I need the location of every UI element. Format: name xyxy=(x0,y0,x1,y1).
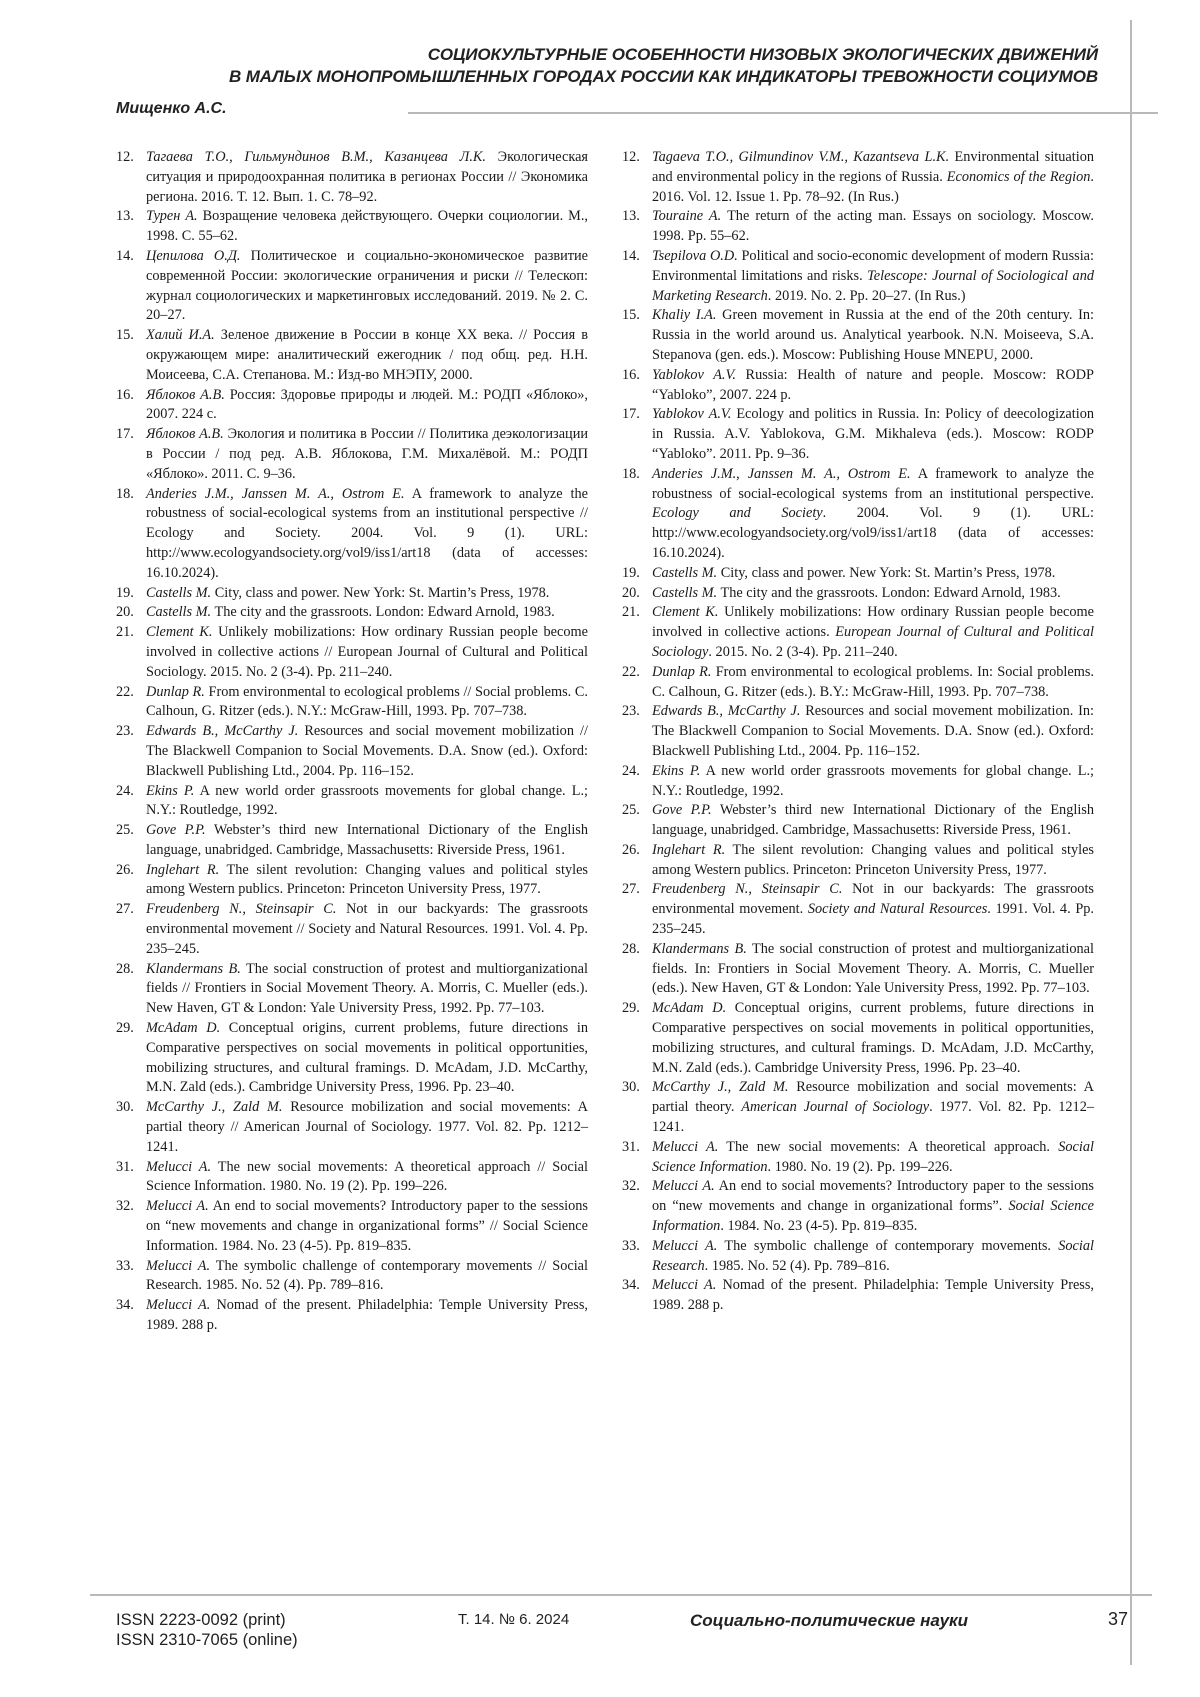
reference-body: From environmental to ecological problems. In: Social problems. C. Calhoun, G. Ritzer (eds.). B.Y.: McGraw-Hill, 1993. Pp. 707–738. xyxy=(652,664,1094,700)
reference-body: Resource mobilization and social movements: A partial theory. xyxy=(652,1079,1094,1115)
reference-item xyxy=(622,366,1094,406)
reference-body: Conceptual origins, current problems, future directions in Comparative perspectives on social movements in political opportunities, mobilizing structures, and cultural framings. D. McAdam, J.D. McCarthy, M.N. Zald (eds.). Cambridge University Press, 1996. Pp. 23–40. xyxy=(652,1000,1094,1075)
reference-source: Social Science Information xyxy=(652,1139,1094,1175)
reference-text xyxy=(652,366,1094,406)
reference-body: The symbolic challenge of contemporary movements. xyxy=(717,1238,1058,1254)
reference-authors: Edwards B., McCarthy J. xyxy=(652,703,800,719)
reference-authors: Edwards B., McCarthy J. xyxy=(146,723,298,739)
reference-tail: . 2019. No. 2. Pp. 20–27. (In Rus.) xyxy=(768,288,966,304)
reference-body: Not in our backyards: The grassroots environmental movement // Society and Natural Resources. 1991. Vol. 4. Pp. 235–245. xyxy=(146,901,588,957)
reference-authors: Melucci A. xyxy=(652,1238,717,1254)
reference-item xyxy=(622,702,1094,761)
reference-body: A framework to analyze the robustness of social-ecological systems from an institutional perspective. xyxy=(652,466,1094,502)
reference-item xyxy=(622,1237,1094,1277)
reference-item xyxy=(622,1177,1094,1236)
reference-text xyxy=(652,306,1094,365)
reference-text xyxy=(146,683,588,723)
reference-body: Political and socio-economic development of modern Russia: Environmental limitations and risks. xyxy=(652,248,1094,284)
reference-source: Economics of the Region xyxy=(947,169,1091,185)
reference-authors: Melucci A. xyxy=(652,1139,718,1155)
reference-authors: Тагаева Т.О., Гильмундинов В.М., Казанцева Л.К. xyxy=(146,149,486,165)
header-rule xyxy=(408,112,1158,114)
reference-body: City, class and power. New York: St. Martin’s Press, 1978. xyxy=(211,585,549,601)
reference-body: Russia: Health of nature and people. Moscow: RODP “Yabloko”, 2007. 224 p. xyxy=(652,367,1094,403)
reference-item xyxy=(116,861,588,901)
reference-text xyxy=(146,960,588,1019)
reference-text xyxy=(146,1019,588,1098)
reference-authors: Klandermans B. xyxy=(146,961,241,977)
reference-body: A new world order grassroots movements for global change. L.; N.Y.: Routledge, 1992. xyxy=(146,783,588,819)
reference-tail: . 2015. No. 2 (3-4). Pp. 211–240. xyxy=(708,644,897,660)
reference-item xyxy=(622,564,1094,584)
reference-number: 15. xyxy=(116,326,146,385)
reference-authors: Castells M. xyxy=(146,585,211,601)
reference-text xyxy=(146,861,588,901)
reference-item xyxy=(622,465,1094,564)
reference-text xyxy=(652,603,1094,662)
reference-item xyxy=(116,1257,588,1297)
reference-authors: Tsepilova O.D. xyxy=(652,248,738,264)
reference-authors: Gove P.P. xyxy=(146,822,206,838)
reference-body: Unlikely mobilizations: How ordinary Russian people become involved in collective actions. xyxy=(652,604,1094,640)
reference-number: 25. xyxy=(622,801,652,841)
reference-text xyxy=(146,207,588,247)
reference-authors: Castells M. xyxy=(146,604,211,620)
reference-tail: . 1977. Vol. 82. Pp. 1212–1241. xyxy=(652,1099,1094,1135)
reference-item xyxy=(116,1019,588,1098)
reference-number: 20. xyxy=(622,584,652,604)
reference-number: 31. xyxy=(116,1158,146,1198)
reference-text xyxy=(146,425,588,484)
reference-authors: Melucci A. xyxy=(146,1159,211,1175)
reference-number: 14. xyxy=(622,247,652,306)
reference-tail: . 2016. Vol. 12. Issue 1. Pp. 78–92. (In Rus.) xyxy=(652,169,1094,205)
reference-item xyxy=(622,247,1094,306)
reference-tail: . 1980. No. 19 (2). Pp. 199–226. xyxy=(768,1159,953,1175)
reference-body: City, class and power. New York: St. Martin’s Press, 1978. xyxy=(717,565,1055,581)
reference-item xyxy=(116,1098,588,1157)
reference-authors: Gove P.P. xyxy=(652,802,712,818)
reference-source: Telescope: Journal of Sociological and Marketing Research xyxy=(652,268,1094,304)
reference-number: 34. xyxy=(622,1276,652,1316)
right-margin-rule xyxy=(1130,20,1132,1665)
reference-number: 32. xyxy=(622,1177,652,1236)
reference-text xyxy=(146,1296,588,1336)
volume-issue: Т. 14. № 6. 2024 xyxy=(458,1610,569,1630)
reference-authors: Clement K. xyxy=(652,604,718,620)
references-russian-column xyxy=(116,148,588,1336)
reference-source: Social Research xyxy=(652,1238,1094,1274)
reference-body: The new social movements: A theoretical approach // Social Science Information. 1980. No. 19 (2). Pp. 199–226. xyxy=(146,1159,588,1195)
reference-text xyxy=(652,405,1094,464)
reference-authors: Ekins P. xyxy=(146,783,194,799)
reference-body: The symbolic challenge of contemporary movements // Social Research. 1985. No. 52 (4). Pp. 789–816. xyxy=(146,1258,588,1294)
reference-number: 16. xyxy=(116,386,146,426)
reference-authors: Dunlap R. xyxy=(652,664,711,680)
reference-text xyxy=(652,207,1094,247)
reference-authors: Dunlap R. xyxy=(146,684,205,700)
reference-item xyxy=(622,405,1094,464)
reference-text xyxy=(146,821,588,861)
reference-item xyxy=(622,841,1094,881)
reference-body: Экология и политика в России // Политика деэкологизации в России / под ред. А.В. Яблокова, Г.М. Михалёвой. М.: РОДП «Яблоко». 2011. С. 9–36. xyxy=(146,426,588,482)
reference-tail: . 1984. No. 23 (4-5). Pp. 819–835. xyxy=(720,1218,917,1234)
reference-authors: McAdam D. xyxy=(146,1020,220,1036)
reference-body: The silent revolution: Changing values and political styles among Western publics. Princeton: Princeton University Press, 1977. xyxy=(146,862,588,898)
reference-authors: Tagaeva T.O., Gilmundinov V.M., Kazantseva L.K. xyxy=(652,149,949,165)
reference-number: 22. xyxy=(622,663,652,703)
reference-body: Nomad of the present. Philadelphia: Temple University Press, 1989. 288 p. xyxy=(146,1297,588,1333)
reference-text xyxy=(146,584,588,604)
reference-number: 19. xyxy=(622,564,652,584)
reference-number: 14. xyxy=(116,247,146,326)
reference-authors: Ekins P. xyxy=(652,763,700,779)
reference-text xyxy=(652,841,1094,881)
reference-text xyxy=(146,247,588,326)
reference-number: 22. xyxy=(116,683,146,723)
reference-item xyxy=(116,584,588,604)
reference-authors: Яблоков А.В. xyxy=(146,387,225,403)
reference-body: Conceptual origins, current problems, future directions in Comparative perspectives on social movements in political opportunities, mobilizing structures, and cultural framings. D. McAdam, J.D. McCarthy, M.N. Zald (eds.). Cambridge University Press, 1996. Pp. 23–40. xyxy=(146,1020,588,1095)
reference-item xyxy=(116,1296,588,1336)
reference-authors: Yablokov A.V. xyxy=(652,367,736,383)
reference-authors: Цепилова О.Д. xyxy=(146,248,241,264)
reference-body: From environmental to ecological problems // Social problems. C. Calhoun, G. Ritzer (eds.). N.Y.: McGraw-Hill, 1993. Pp. 707–738. xyxy=(146,684,588,720)
reference-text xyxy=(146,485,588,584)
reference-item xyxy=(116,683,588,723)
reference-item xyxy=(116,386,588,426)
reference-number: 27. xyxy=(116,900,146,959)
reference-text xyxy=(146,326,588,385)
reference-item xyxy=(622,306,1094,365)
reference-body: The return of the acting man. Essays on sociology. Moscow. 1998. Pp. 55–62. xyxy=(652,208,1094,244)
reference-authors: Yablokov A.V. xyxy=(652,406,731,422)
reference-text xyxy=(652,465,1094,564)
reference-body: Resource mobilization and social movements: A partial theory // American Journal of Sociology. 1977. Vol. 82. Pp. 1212–1241. xyxy=(146,1099,588,1155)
page-number: 37 xyxy=(1108,1608,1128,1630)
reference-body: Webster’s third new International Dictionary of the English language, unabridged. Cambridge, Massachusetts: Riverside Press, 1961. xyxy=(146,822,588,858)
running-title-line-2: В МАЛЫХ МОНОПРОМЫШЛЕННЫХ ГОРОДАХ РОССИИ КАК ИНДИКАТОРЫ ТРЕВОЖНОСТИ СОЦИУМОВ xyxy=(229,66,1098,88)
reference-body: Россия: Здоровье природы и людей. М.: РОДП «Яблоко», 2007. 224 с. xyxy=(146,387,588,423)
reference-authors: Melucci A. xyxy=(652,1178,715,1194)
reference-text xyxy=(146,722,588,781)
reference-tail: . 1985. No. 52 (4). Pp. 789–816. xyxy=(705,1258,890,1274)
reference-number: 24. xyxy=(622,762,652,802)
reference-item xyxy=(116,900,588,959)
reference-item xyxy=(116,1158,588,1198)
reference-body: The social construction of protest and multiorganizational fields // Frontiers in Social Movement Theory. A. Morris, C. Mueller (eds.). New Haven, GT & London: Yale University Press, 1992. Pp. 77–103. xyxy=(146,961,588,1017)
reference-text xyxy=(146,900,588,959)
reference-text xyxy=(652,702,1094,761)
reference-item xyxy=(622,880,1094,939)
reference-body: The silent revolution: Changing values and political styles among Western publics. Princeton: Princeton University Press, 1977. xyxy=(652,842,1094,878)
reference-text xyxy=(652,940,1094,999)
issn-block xyxy=(116,1610,298,1650)
reference-number: 27. xyxy=(622,880,652,939)
reference-body: Webster’s third new International Dictionary of the English language, unabridged. Cambridge, Massachusetts: Riverside Press, 1961. xyxy=(652,802,1094,838)
author-name: Мищенко А.С. xyxy=(116,100,227,118)
reference-body: The city and the grassroots. London: Edward Arnold, 1983. xyxy=(211,604,555,620)
reference-body: An end to social movements? Introductory paper to the sessions on “new movements and change in organizational forms” // Social Science Information. 1984. No. 23 (4-5). Pp. 819–835. xyxy=(146,1198,588,1254)
reference-text xyxy=(652,1177,1094,1236)
reference-text xyxy=(652,1078,1094,1137)
reference-source: American Journal of Sociology xyxy=(741,1099,929,1115)
footer-rule xyxy=(90,1594,1152,1596)
reference-item xyxy=(116,326,588,385)
reference-body: Environmental situation and environmental policy in the regions of Russia. xyxy=(652,149,1094,185)
reference-body: An end to social movements? Introductory paper to the sessions on “new movements and change in organizational forms”. xyxy=(652,1178,1094,1214)
reference-item xyxy=(622,603,1094,662)
reference-text xyxy=(146,1197,588,1256)
reference-number: 21. xyxy=(116,623,146,682)
reference-number: 24. xyxy=(116,782,146,822)
reference-text xyxy=(652,584,1094,604)
journal-name: Социально-политические науки xyxy=(690,1610,968,1632)
reference-number: 18. xyxy=(622,465,652,564)
reference-body: A framework to analyze the robustness of social-ecological systems from an institutional perspective // Ecology and Society. 2004. Vol. 9 (1). URL: http://www.ecologyandsociety.org/vol9/iss1/art18 (data of accesses: 16.10.2024). xyxy=(146,486,588,581)
reference-authors: Melucci A. xyxy=(146,1198,209,1214)
reference-number: 33. xyxy=(116,1257,146,1297)
running-title-line-1: СОЦИОКУЛЬТУРНЫЕ ОСОБЕННОСТИ НИЗОВЫХ ЭКОЛОГИЧЕСКИХ ДВИЖЕНИЙ xyxy=(229,44,1098,66)
reference-number: 26. xyxy=(116,861,146,901)
reference-item xyxy=(116,207,588,247)
reference-number: 15. xyxy=(622,306,652,365)
reference-number: 19. xyxy=(116,584,146,604)
reference-number: 33. xyxy=(622,1237,652,1277)
reference-authors: McCarthy J., Zald M. xyxy=(146,1099,282,1115)
reference-text xyxy=(146,1158,588,1198)
reference-body: The city and the grassroots. London: Edward Arnold, 1983. xyxy=(717,585,1061,601)
reference-number: 30. xyxy=(116,1098,146,1157)
reference-item xyxy=(622,762,1094,802)
reference-authors: Турен А. xyxy=(146,208,198,224)
reference-authors: McCarthy J., Zald M. xyxy=(652,1079,788,1095)
reference-source: Ecology and Society xyxy=(652,505,823,521)
reference-text xyxy=(146,782,588,822)
reference-authors: Anderies J.M., Janssen M. A., Ostrom E. xyxy=(652,466,911,482)
reference-text xyxy=(652,564,1094,584)
reference-item xyxy=(116,247,588,326)
reference-authors: Castells M. xyxy=(652,585,717,601)
reference-item xyxy=(116,821,588,861)
reference-number: 12. xyxy=(116,148,146,207)
reference-number: 23. xyxy=(622,702,652,761)
reference-text xyxy=(652,999,1094,1078)
reference-text xyxy=(652,880,1094,939)
reference-body: Возращение человека действующего. Очерки социологии. М., 1998. С. 55–62. xyxy=(146,208,588,244)
reference-number: 16. xyxy=(622,366,652,406)
reference-authors: Khaliy I.A. xyxy=(652,307,716,323)
reference-authors: Melucci A. xyxy=(652,1277,716,1293)
reference-text xyxy=(652,762,1094,802)
reference-number: 25. xyxy=(116,821,146,861)
reference-body: Nomad of the present. Philadelphia: Temple University Press, 1989. 288 p. xyxy=(652,1277,1094,1313)
reference-text xyxy=(146,386,588,426)
reference-item xyxy=(622,584,1094,604)
reference-item xyxy=(622,663,1094,703)
reference-authors: Freudenberg N., Steinsapir C. xyxy=(652,881,842,897)
reference-item xyxy=(116,623,588,682)
reference-body: Ecology and politics in Russia. In: Policy of deecologization in Russia. A.V. Yablokova, G.M. Mikhaleva (eds.). Moscow: RODP “Yabloko”. 2011. Pp. 9–36. xyxy=(652,406,1094,462)
reference-number: 23. xyxy=(116,722,146,781)
reference-source: European Journal of Cultural and Political Sociology xyxy=(652,624,1094,660)
reference-authors: Touraine A. xyxy=(652,208,721,224)
reference-body: The social construction of protest and multiorganizational fields. In: Frontiers in Social Movement Theory. A. Morris, C. Mueller (eds.). New Haven, GT & London: Yale University Press, 1992. Pp. 77–103. xyxy=(652,941,1094,997)
reference-tail: . 1991. Vol. 4. Pp. 235–245. xyxy=(652,901,1094,937)
reference-number: 32. xyxy=(116,1197,146,1256)
reference-body: Экологическая ситуация и природоохранная политика в регионах России // Экономика региона. 2016. Т. 12. Вып. 1. С. 78–92. xyxy=(146,149,588,205)
reference-source: Social Science Information xyxy=(652,1198,1094,1234)
reference-number: 30. xyxy=(622,1078,652,1137)
reference-authors: McAdam D. xyxy=(652,1000,726,1016)
reference-authors: Melucci A. xyxy=(146,1297,210,1313)
reference-authors: Inglehart R. xyxy=(146,862,219,878)
reference-item xyxy=(622,148,1094,207)
reference-number: 29. xyxy=(116,1019,146,1098)
reference-body: Политическое и социально-экономическое развитие современной России: экологические ограничения и риски // Телескоп: журнал социологических и маркетинговых исследований. 2019. № 2. С. 20–27. xyxy=(146,248,588,323)
reference-item xyxy=(622,1276,1094,1316)
reference-text xyxy=(146,603,588,623)
reference-body: A new world order grassroots movements for global change. L.; N.Y.: Routledge, 1992. xyxy=(652,763,1094,799)
reference-text xyxy=(652,1276,1094,1316)
reference-item xyxy=(116,485,588,584)
reference-text xyxy=(652,801,1094,841)
reference-number: 20. xyxy=(116,603,146,623)
reference-item xyxy=(622,801,1094,841)
reference-item xyxy=(116,148,588,207)
reference-number: 28. xyxy=(622,940,652,999)
reference-item xyxy=(622,999,1094,1078)
reference-number: 31. xyxy=(622,1138,652,1178)
reference-body: Зеленое движение в России в конце XX века. // Россия в окружающем мире: аналитический ежегодник / под общ. ред. Н.Н. Моисеева, С.А. Степанова. М.: Изд-во МНЭПУ, 2000. xyxy=(146,327,588,383)
reference-body: Green movement in Russia at the end of the 20th century. In: Russia in the world around us. Analytical yearbook. N.N. Moiseeva, S.A. Stepanova (gen. eds.). Moscow: Publishing House MNEPU, 2000. xyxy=(652,307,1094,363)
issn-online: ISSN 2310-7065 (online) xyxy=(116,1630,298,1650)
reference-number: 12. xyxy=(622,148,652,207)
reference-authors: Melucci A. xyxy=(146,1258,210,1274)
reference-authors: Castells M. xyxy=(652,565,717,581)
reference-body: Resources and social movement mobilization. In: The Blackwell Companion to Social Movements. D.A. Snow (ed.). Oxford: Blackwell Publishing Ltd., 2004. Pp. 116–152. xyxy=(652,703,1094,759)
reference-item xyxy=(622,1138,1094,1178)
reference-number: 34. xyxy=(116,1296,146,1336)
reference-item xyxy=(116,425,588,484)
page-footer xyxy=(116,1610,1128,1658)
reference-text xyxy=(652,1237,1094,1277)
references-english-column xyxy=(622,148,1094,1316)
reference-item xyxy=(622,940,1094,999)
reference-text xyxy=(652,663,1094,703)
reference-number: 13. xyxy=(116,207,146,247)
reference-text xyxy=(652,1138,1094,1178)
reference-text xyxy=(146,1098,588,1157)
reference-authors: Freudenberg N., Steinsapir C. xyxy=(146,901,336,917)
reference-tail: . 2004. Vol. 9 (1). URL: http://www.ecologyandsociety.org/vol9/iss1/art18 (data of accesses: 16.10.2024). xyxy=(652,505,1094,561)
reference-body: Unlikely mobilizations: How ordinary Russian people become involved in collective actions // European Journal of Cultural and Political Sociology. 2015. No. 2 (3-4). Pp. 211–240. xyxy=(146,624,588,680)
reference-authors: Халий И.А. xyxy=(146,327,215,343)
reference-body: Resources and social movement mobilization // The Blackwell Companion to Social Movements. D.A. Snow (ed.). Oxford: Blackwell Publishing Ltd., 2004. Pp. 116–152. xyxy=(146,723,588,779)
reference-authors: Clement K. xyxy=(146,624,212,640)
reference-text xyxy=(146,623,588,682)
reference-number: 13. xyxy=(622,207,652,247)
reference-body: Not in our backyards: The grassroots environmental movement. xyxy=(652,881,1094,917)
reference-item xyxy=(116,960,588,1019)
reference-item xyxy=(116,1197,588,1256)
reference-item xyxy=(622,1078,1094,1137)
reference-item xyxy=(116,782,588,822)
reference-number: 21. xyxy=(622,603,652,662)
running-title xyxy=(229,44,1098,88)
reference-number: 29. xyxy=(622,999,652,1078)
issn-print: ISSN 2223-0092 (print) xyxy=(116,1610,298,1630)
reference-number: 18. xyxy=(116,485,146,584)
reference-number: 17. xyxy=(622,405,652,464)
reference-text xyxy=(652,148,1094,207)
reference-body: The new social movements: A theoretical approach. xyxy=(718,1139,1058,1155)
reference-authors: Anderies J.M., Janssen M. A., Ostrom E. xyxy=(146,486,405,502)
reference-authors: Яблоков А.В. xyxy=(146,426,224,442)
reference-number: 17. xyxy=(116,425,146,484)
reference-text xyxy=(146,148,588,207)
reference-number: 28. xyxy=(116,960,146,1019)
reference-item xyxy=(622,207,1094,247)
reference-number: 26. xyxy=(622,841,652,881)
reference-item xyxy=(116,722,588,781)
reference-text xyxy=(146,1257,588,1297)
reference-authors: Inglehart R. xyxy=(652,842,725,858)
reference-source: Society and Natural Resources xyxy=(808,901,987,917)
reference-authors: Klandermans B. xyxy=(652,941,747,957)
reference-text xyxy=(652,247,1094,306)
reference-item xyxy=(116,603,588,623)
